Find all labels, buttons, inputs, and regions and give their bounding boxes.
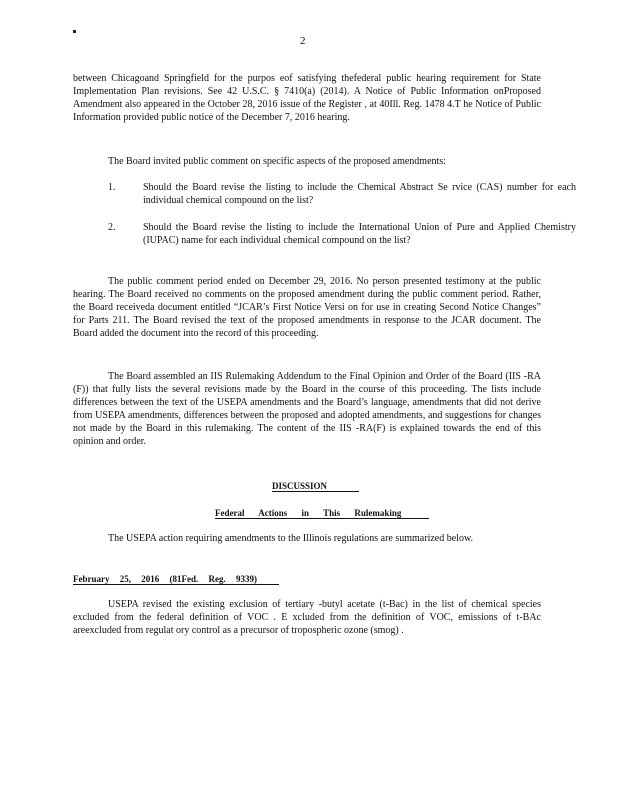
page-number: 2 (300, 35, 306, 47)
federal-actions-heading: Federal Actions in This Rulemaking (215, 508, 429, 519)
paragraph-hearing-notice: between Chicagoand Springfield for the purpos eof satisfying thefederal public hearing requirement for State Implementation Plan revisions. See 42 U.S.C. § 7410(a) (2014). A Notice of Public Information onProposed Amendment also appeared in the October 28, 2016 issue of the Register , at 40Ill. Reg. 1478 4.T he Notice of Public Information provided public notice of the December 7, 2016 hearing. (73, 73, 541, 123)
discussion-heading: DISCUSSION (272, 481, 359, 492)
list-item-number: 1. (108, 182, 116, 193)
paragraph-comment-period: The public comment period ended on December 29, 2016. No person presented testimony at the public hearing. The Board received no comments on the proposed amendment during the public comment period. Rather, the Board receiveda document entitled “JCAR’s First Notice Versi on for use in creating Second Notice Changes” for Parts 211. The Board revised the text of the proposed amendments in response to the JCAR document. The Board added the document into the record of this proceeding. (73, 276, 541, 339)
paragraph-tbac-exclusion: USEPA revised the existing exclusion of tertiary -butyl acetate (t-Bac) in the list of chemical species excluded from the federal definition of VOC . E xcluded from the definition of VOC, emissions of t-BAc areexcluded from regulat ory control as a precursor of tropospheric ozone (smog) . (73, 599, 541, 636)
corner-mark-icon (73, 30, 76, 33)
list-item-text: Should the Board revise the listing to include the International Union of Pure and Applied Chemistry (IUPAC) name for each individual chemical compound on the list? (143, 222, 576, 246)
paragraph-addendum: The Board assembled an IIS Rulemaking Addendum to the Final Opinion and Order of the Board (IIS -RA (F)) that fully lists the several revisions made by the Board in the course of this proceeding. The lists include differences between the text of the USEPA amendments and the Board’s language, amendments that did not derive from USEPA amendments, differences between the proposed and adopted amendments, and suggestions for changes not made by the Board in this rulemaking. The content of the IIS -RA(F) is explained towards the end of this opinion and order. (73, 371, 541, 447)
federal-register-subheading: February 25, 2016 (81Fed. Reg. 9339) (73, 574, 279, 585)
paragraph-comment-invite: The Board invited public comment on specific aspects of the proposed amendments: (108, 156, 446, 167)
paragraph-usepa-summary: The USEPA action requiring amendments to the Illinois regulations are summarized below. (108, 533, 474, 544)
list-item-number: 2. (108, 222, 116, 233)
list-item-text: Should the Board revise the listing to include the Chemical Abstract Se rvice (CAS) number for each individual chemical compound on the list? (143, 182, 576, 206)
